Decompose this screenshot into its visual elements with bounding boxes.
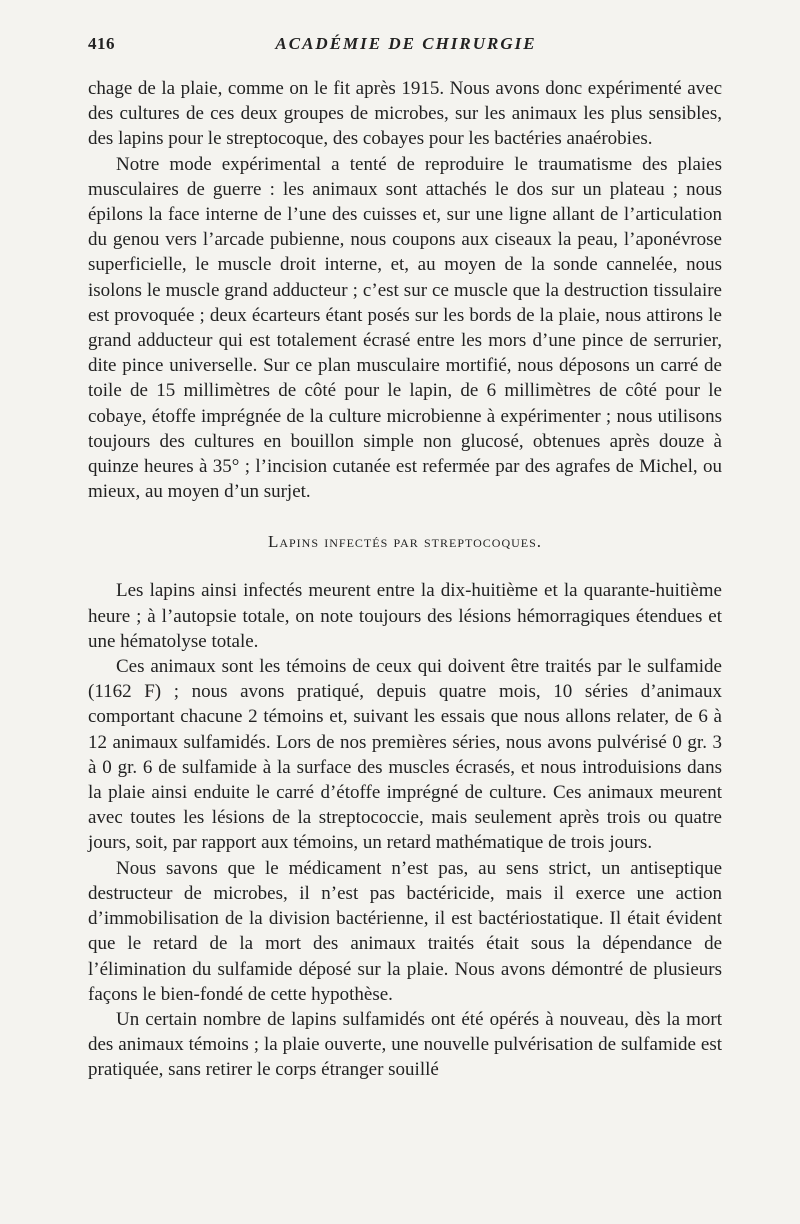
- body-text: [88, 76, 722, 1083]
- section-heading: Lapins infectés par streptocoques.: [267, 532, 543, 552]
- paragraph-control-animals: Ces animaux sont les témoins de ceux qui doivent être traités par le sulfamide (1162 F) ; nous avons pratiqué, depuis quatre mois, 10 séries d’animaux comportant chacune 2 témoins et, suivant les essais que nous allons relater, de 6 à 12 animaux sulfamidés. Lors de nos premières séries, nous avons pulvérisé 0 gr. 3 à 0 gr. 6 de sulfamide à la surface des muscles écrasés, et nous introduisions dans la plaie ainsi enduite le carré d’étoffe imprégné de culture. Ces animaux meurent avec toutes les lésions de la streptococcie, mais seulement après trois ou quatre jours, soit, par rapport aux témoins, un retard mathématique de trois jours.: [88, 656, 722, 854]
- paragraph-continuation: chage de la plaie, comme on le fit après 1915. Nous avons donc expérimenté avec des cultures de ces deux groupes de microbes, sur les animaux les plus sensibles, des lapins pour le streptocoque, des cobayes pour les bactéries anaérobies.: [88, 78, 722, 150]
- paragraph-infected-rabbits: Les lapins ainsi infectés meurent entre la dix-huitième et la quarante-huitième heure ; à l’autopsie totale, on note toujours des lésions hémorragiques étendues et une hématolyse totale.: [88, 580, 722, 652]
- page-header: [88, 34, 724, 58]
- paragraph-bacteriostatic: Nous savons que le médicament n’est pas, au sens strict, un antiseptique destructeur de microbes, il n’est pas bactéricide, mais il exerce une action d’immobilisation de la division bactérienne, il est bactériostatique. Il était évident que le retard de la mort des animaux traités était sous la dépendance de l’élimination du sulfamide déposé sur la plaie. Nous avons démontré de plusieurs façons le bien-fondé de cette hypothèse.: [88, 857, 722, 1005]
- running-title: ACADÉMIE DE CHIRURGIE: [275, 34, 537, 53]
- page-number: 416: [88, 34, 115, 53]
- paragraph-experimental-method: Notre mode expérimental a tenté de reproduire le traumatisme des plaies musculaires de guerre : les animaux sont attachés le dos sur un plateau ; nous épilons la face interne de l’une des cuisses et, sur une ligne allant de l’articulation du genou vers l’arcade pubienne, nous coupons aux ciseaux la peau, l’aponévrose superficielle, le muscle droit interne, et, au moyen de la sonde cannelée, nous isolons le muscle grand adducteur ; c’est sur ce muscle que la destruction tissulaire est provoquée ; deux écarteurs étant posés sur les bords de la plaie, nous attirons le grand adducteur qui est totalement écrasé entre les mors d’une pince de serrurier, dite pince universelle. Sur ce plan musculaire mortifié, nous déposons un carré de toile de 15 millimètres de côté pour le lapin, de 6 millimètres de côté pour le cobaye, étoffe imprégnée de la culture microbienne à expérimenter ; nous utilisons toujours des cultures en bouillon simple non glucosé, obtenues après douze à quinze heures à 35° ; l’incision cutanée est refermée par des agrafes de Michel, ou mieux, au moyen d’un surjet.: [88, 153, 722, 503]
- paragraph-reoperation: Un certain nombre de lapins sulfamidés ont été opérés à nouveau, dès la mort des animaux témoins ; la plaie ouverte, une nouvelle pulvérisation de sulfamide est pratiquée, sans retirer le corps étranger souillé: [88, 1008, 722, 1081]
